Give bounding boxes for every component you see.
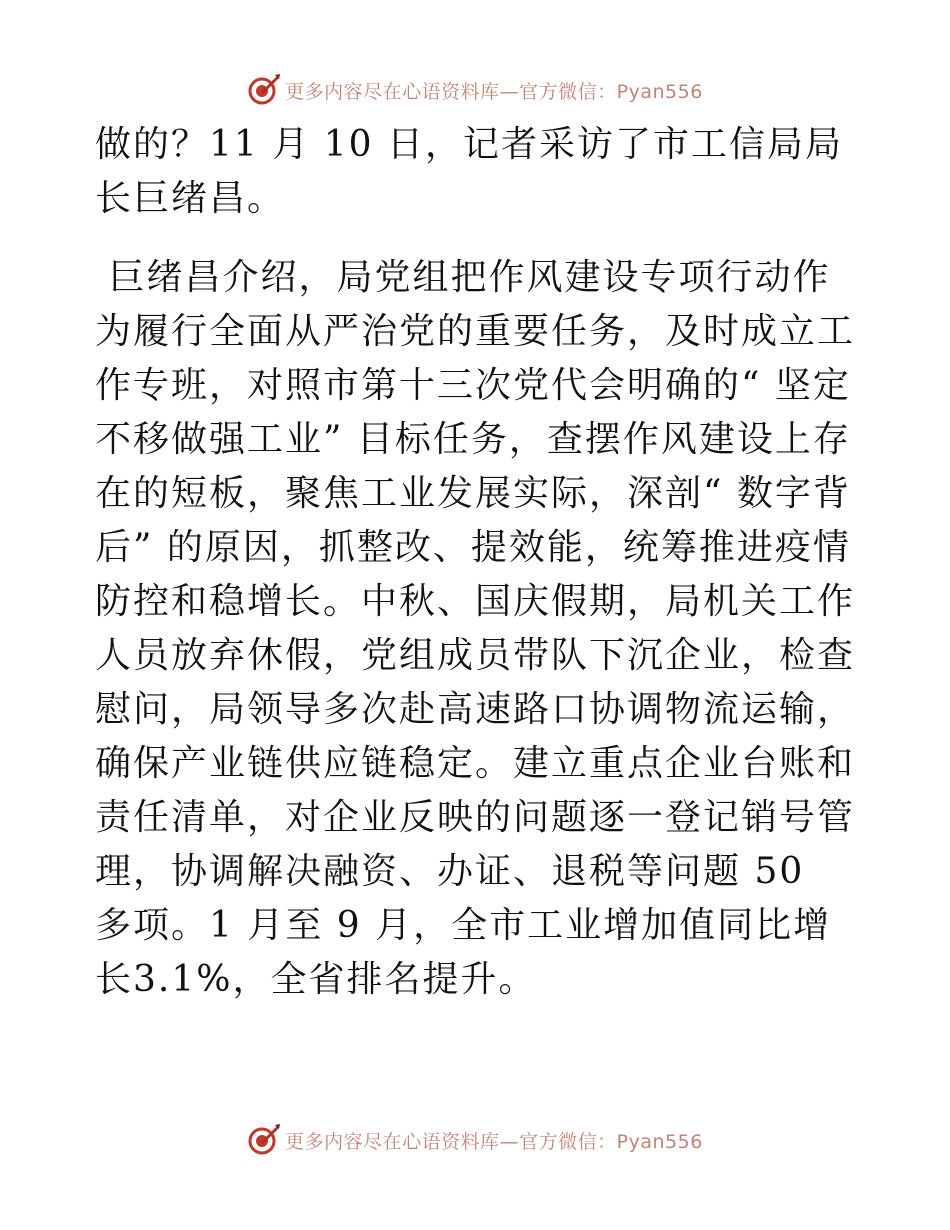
quill-seal-icon [247,1123,281,1157]
paragraph-1: 做的？11 月 10 日，记者采访了市工信局局长巨绪昌。 [95,124,843,219]
footer-watermark-banner [0,1120,950,1160]
header-watermark-text: 更多内容尽在心语资料库—官方微信：Pyan556 [285,80,703,103]
footer-watermark-text: 更多内容尽在心语资料库—官方微信：Pyan556 [285,1130,703,1153]
quill-seal-icon [247,73,281,107]
header-watermark-banner [0,70,950,110]
document-body [95,118,855,1007]
paragraph-2: 巨绪昌介绍，局党组把作风建设专项行动作为履行全面从严治党的重要任务，及时成立工作专班，对照市第十三次党代会明确的“ 坚定不移做强工业” 目标任务，查摆作风建设上存在的短板，聚焦工业发展实际，深剖“ 数字背后” 的原因，抓整改、提效能，统筹推进疫情防控和稳增长。中秋、国庆假期，局机关工作人员放弃休假，党组成员带队下沉企业，检查慰问，局领导多次赴高速路口协调物流运输，确保产业链供应链稳定。建立重点企业台账和责任清单，对企业反映的问题逐一登记销号管理，协调解决融资、办证、退税等问题 50 多项。1 月至 9 月，全市工业增加值同比增长3.1%，全省排名提升。 [95,257,856,1000]
